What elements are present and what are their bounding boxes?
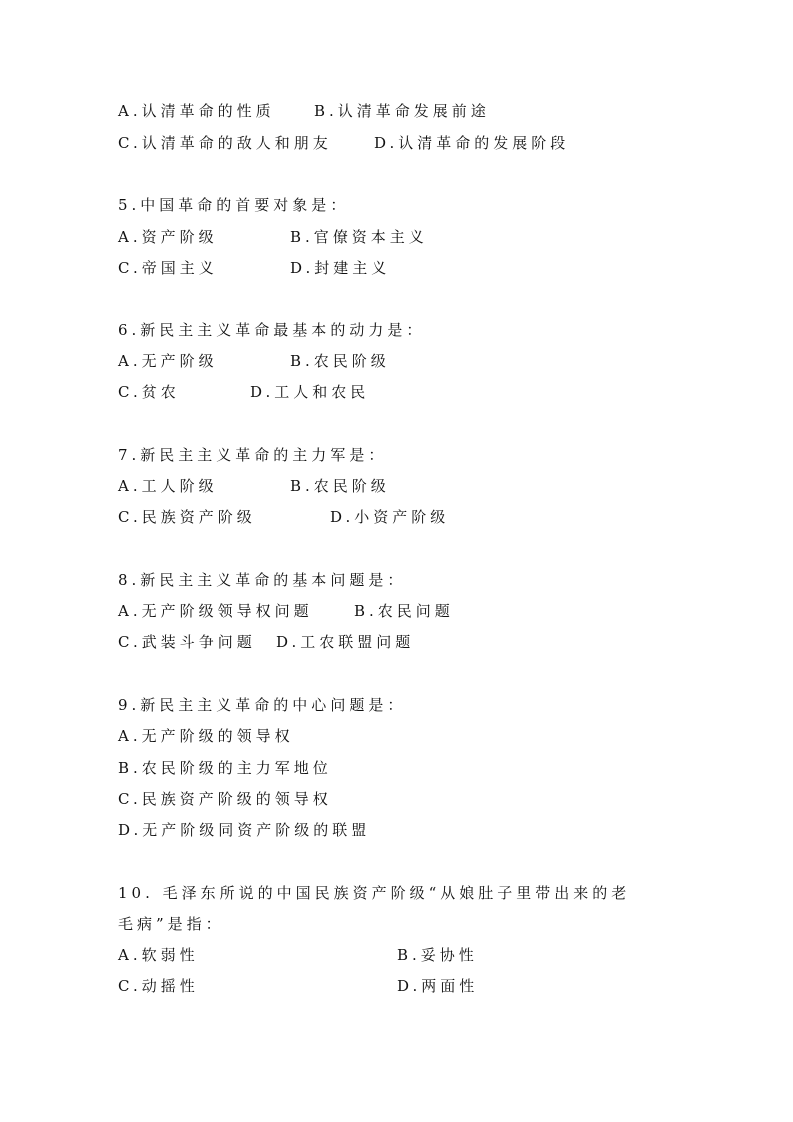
q4-option-c: C.认清革命的敌人和朋友 — [118, 134, 332, 152]
q9-option-b: B.农民阶级的主力军地位 — [118, 759, 332, 777]
q8-option-d: D.工农联盟问题 — [276, 633, 415, 651]
q10-stem-line1: 10. 毛泽东所说的中国民族资产阶级“从娘肚子里带出来的老 — [118, 884, 631, 902]
q8-option-b: B.农民问题 — [354, 602, 454, 620]
q4-option-b: B.认清革命发展前途 — [314, 102, 490, 120]
q7-stem: 7.新民主主义革命的主力军是： — [118, 446, 388, 464]
q7-option-b: B.农民阶级 — [290, 477, 390, 495]
q10-option-b: B.妥协性 — [397, 946, 478, 964]
q6-option-d: D.工人和农民 — [250, 383, 370, 401]
q8-option-c: C.武装斗争问题 — [118, 633, 256, 651]
q6-option-a: A.无产阶级 — [118, 352, 218, 370]
q10-option-a: A.软弱性 — [118, 946, 199, 964]
q5-option-c: C.帝国主义 — [118, 259, 218, 277]
q5-option-d: D.封建主义 — [290, 259, 391, 277]
q5-option-a: A.资产阶级 — [118, 228, 218, 246]
q9-option-d: D.无产阶级同资产阶级的联盟 — [118, 821, 371, 839]
q7-option-c: C.民族资产阶级 — [118, 508, 256, 526]
q10-option-c: C.动摇性 — [118, 977, 199, 995]
q5-stem: 5.中国革命的首要对象是： — [118, 196, 350, 214]
q7-option-d: D.小资产阶级 — [330, 508, 450, 526]
q7-option-a: A.工人阶级 — [118, 477, 218, 495]
q6-option-b: B.农民阶级 — [290, 352, 390, 370]
q8-option-a: A.无产阶级领导权问题 — [118, 602, 313, 620]
q8-stem: 8.新民主主义革命的基本问题是： — [118, 571, 407, 589]
q10-option-d: D.两面性 — [397, 977, 479, 995]
q5-option-b: B.官僚资本主义 — [290, 228, 428, 246]
q6-stem: 6.新民主主义革命最基本的动力是： — [118, 321, 426, 339]
q10-stem-line2: 毛病”是指： — [118, 915, 225, 933]
q9-option-a: A.无产阶级的领导权 — [118, 727, 294, 745]
q9-option-c: C.民族资产阶级的领导权 — [118, 790, 332, 808]
q6-option-c: C.贫农 — [118, 383, 180, 401]
q9-stem: 9.新民主主义革命的中心问题是： — [118, 696, 407, 714]
q4-option-d: D.认清革命的发展阶段 — [374, 134, 570, 152]
q4-option-a: A.认清革命的性质 — [118, 102, 275, 120]
